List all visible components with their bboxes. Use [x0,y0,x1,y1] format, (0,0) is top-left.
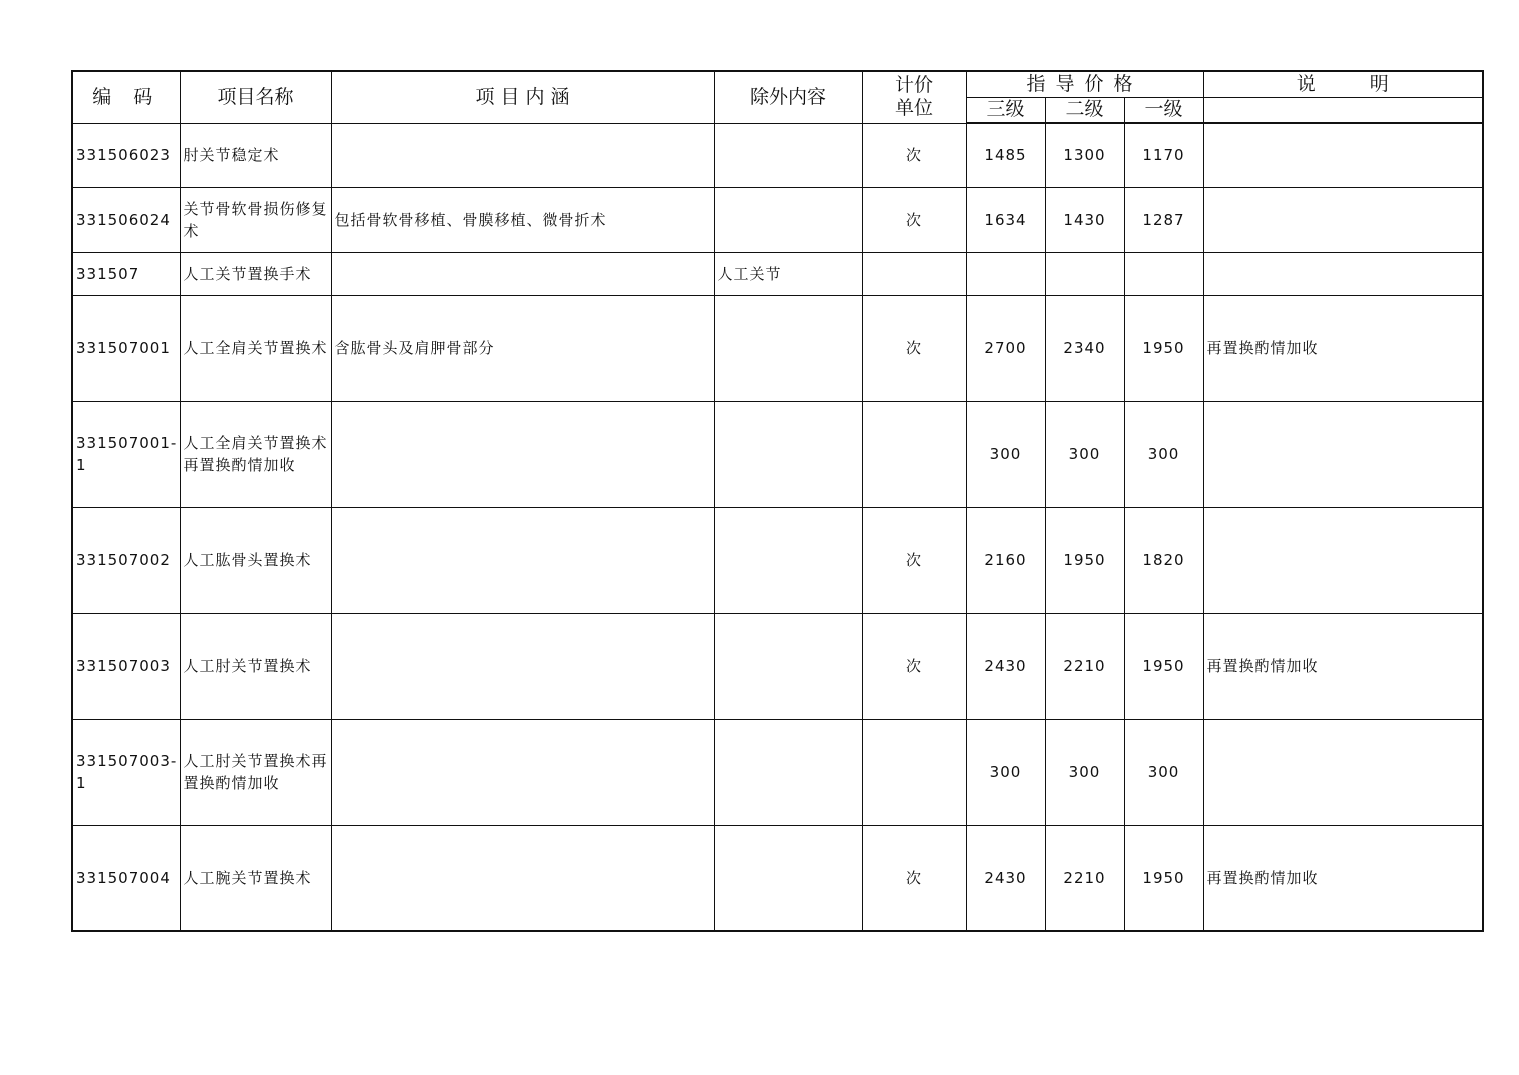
cell-price-level3: 1634 [966,187,1045,252]
cell-note [1203,123,1483,187]
cell-unit [862,252,966,295]
cell-unit: 次 [862,123,966,187]
cell-excluded [714,825,862,931]
cell-unit: 次 [862,187,966,252]
cell-content: 含肱骨头及肩胛骨部分 [331,295,714,401]
price-table [71,70,1484,932]
cell-price-level2 [1045,252,1124,295]
header-code: 编 码 [72,71,180,123]
cell-code: 331507003 [72,613,180,719]
cell-name: 人工全肩关节置换术再置换酌情加收 [180,401,331,507]
table-row [72,507,1483,613]
cell-unit: 次 [862,825,966,931]
header-name: 项目名称 [180,71,331,123]
cell-price-level2: 300 [1045,401,1124,507]
cell-price-level3: 300 [966,719,1045,825]
table-row [72,252,1483,295]
cell-price-level3: 2700 [966,295,1045,401]
cell-price-level2: 1950 [1045,507,1124,613]
cell-name: 人工关节置换手术 [180,252,331,295]
header-note-empty [1203,97,1483,123]
header-unit [862,71,966,123]
cell-unit: 次 [862,613,966,719]
cell-note: 再置换酌情加收 [1203,825,1483,931]
cell-code: 331506023 [72,123,180,187]
cell-price-level2: 300 [1045,719,1124,825]
table-row [72,613,1483,719]
cell-note [1203,507,1483,613]
cell-excluded [714,719,862,825]
header-unit-top: 计价 [894,74,933,97]
cell-unit: 次 [862,295,966,401]
cell-content [331,825,714,931]
table-row [72,123,1483,187]
cell-price-level3: 2430 [966,613,1045,719]
cell-price-level2: 2210 [1045,825,1124,931]
cell-note [1203,719,1483,825]
cell-note: 再置换酌情加收 [1203,613,1483,719]
cell-code: 331507 [72,252,180,295]
cell-name: 人工全肩关节置换术 [180,295,331,401]
cell-code: 331507004 [72,825,180,931]
table-body [72,123,1483,931]
cell-code: 331507001-1 [72,401,180,507]
cell-content [331,507,714,613]
cell-content [331,719,714,825]
header-note: 说 明 [1203,71,1483,97]
table-row [72,401,1483,507]
cell-price-level3: 2430 [966,825,1045,931]
cell-excluded [714,401,862,507]
cell-price-level3: 2160 [966,507,1045,613]
cell-price-level1: 1820 [1124,507,1203,613]
header-level1: 一级 [1124,97,1203,123]
cell-content [331,401,714,507]
cell-code: 331507001 [72,295,180,401]
table-row [72,187,1483,252]
cell-name: 人工肱骨头置换术 [180,507,331,613]
cell-content: 包括骨软骨移植、骨膜移植、微骨折术 [331,187,714,252]
header-level3: 三级 [966,97,1045,123]
header-level2: 二级 [1045,97,1124,123]
cell-note: 再置换酌情加收 [1203,295,1483,401]
table-row [72,295,1483,401]
cell-name: 人工肘关节置换术 [180,613,331,719]
header-excluded: 除外内容 [714,71,862,123]
cell-code: 331506024 [72,187,180,252]
cell-price-level2: 2210 [1045,613,1124,719]
table-header [72,71,1483,123]
cell-name: 人工腕关节置换术 [180,825,331,931]
cell-price-level2: 1300 [1045,123,1124,187]
cell-excluded [714,123,862,187]
cell-note [1203,401,1483,507]
cell-unit: 次 [862,507,966,613]
header-guide-price: 指导价格 [966,71,1203,97]
table-row [72,719,1483,825]
cell-code: 331507003-1 [72,719,180,825]
cell-excluded: 人工关节 [714,252,862,295]
cell-name: 关节骨软骨损伤修复术 [180,187,331,252]
cell-price-level1: 1950 [1124,613,1203,719]
cell-excluded [714,187,862,252]
cell-excluded [714,613,862,719]
cell-price-level1: 300 [1124,719,1203,825]
cell-price-level1 [1124,252,1203,295]
cell-price-level1: 1950 [1124,825,1203,931]
table-row [72,825,1483,931]
cell-excluded [714,507,862,613]
cell-name: 肘关节稳定术 [180,123,331,187]
cell-price-level1: 1950 [1124,295,1203,401]
cell-unit [862,401,966,507]
cell-unit [862,719,966,825]
cell-price-level1: 1170 [1124,123,1203,187]
cell-price-level3: 1485 [966,123,1045,187]
cell-name: 人工肘关节置换术再置换酌情加收 [180,719,331,825]
cell-code: 331507002 [72,507,180,613]
cell-price-level2: 1430 [1045,187,1124,252]
cell-content [331,252,714,295]
cell-price-level3 [966,252,1045,295]
cell-note [1203,252,1483,295]
cell-price-level1: 1287 [1124,187,1203,252]
header-unit-bottom: 单位 [894,97,933,120]
cell-note [1203,187,1483,252]
cell-price-level2: 2340 [1045,295,1124,401]
cell-price-level3: 300 [966,401,1045,507]
cell-excluded [714,295,862,401]
header-content: 项 目 内 涵 [331,71,714,123]
cell-content [331,613,714,719]
cell-price-level1: 300 [1124,401,1203,507]
cell-content [331,123,714,187]
